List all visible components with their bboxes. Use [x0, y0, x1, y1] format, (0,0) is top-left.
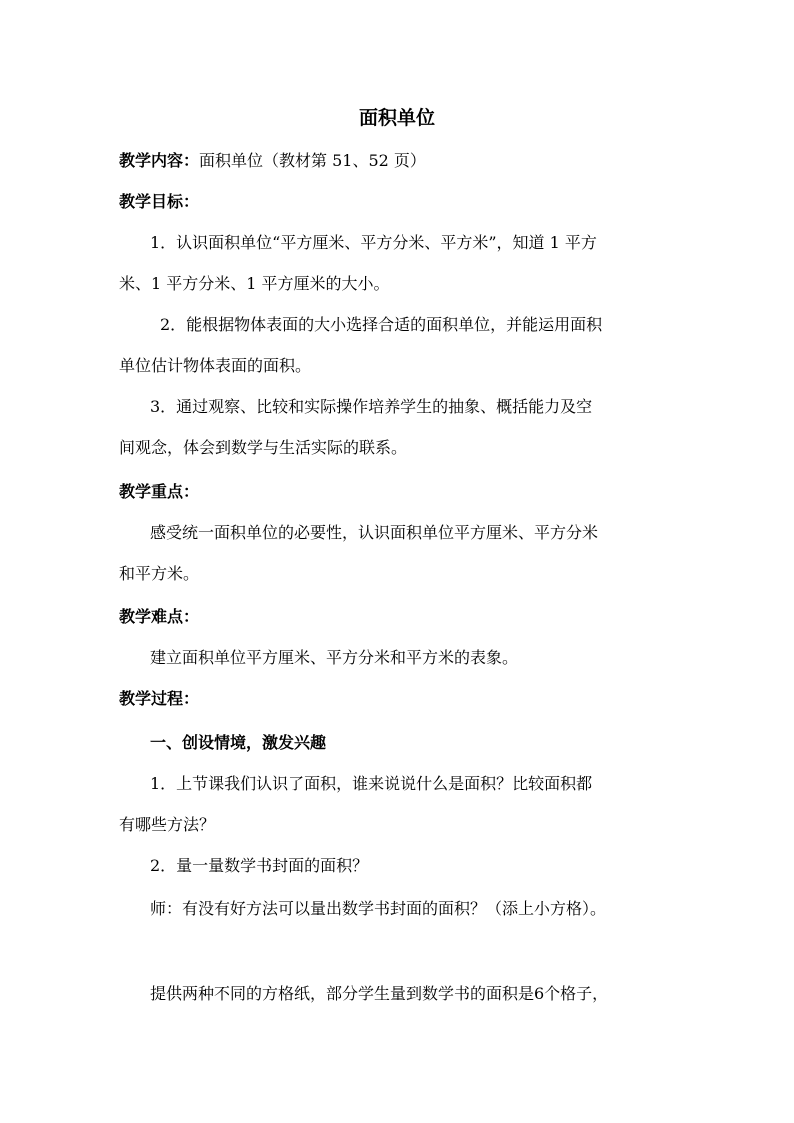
goal-line: 3．通过观察、比较和实际操作培养学生的抽象、概括能力及空	[150, 397, 593, 416]
section-one-heading: 一、创设情境，激发兴趣	[150, 733, 327, 752]
process-heading: 教学过程：	[119, 689, 200, 708]
difficulty-heading: 教学难点：	[119, 607, 200, 626]
teaching-content-text: 面积单位（教材第 51、52 页）	[199, 151, 426, 170]
goal-line: 2．能根据物体表面的大小选择合适的面积单位，并能运用面积	[160, 315, 603, 334]
key-points-line: 感受统一面积单位的必要性，认识面积单位平方厘米、平方分米	[150, 523, 599, 542]
key-points-line: 和平方米。	[119, 564, 200, 583]
teaching-goals-heading: 教学目标：	[119, 192, 200, 211]
process-line: 提供两种不同的方格纸，部分学生量到数学书的面积是6个格子，	[150, 984, 609, 1003]
key-points-heading: 教学重点：	[119, 482, 200, 501]
teaching-content-label: 教学内容：	[119, 151, 200, 170]
process-line: 2．量一量数学书封面的面积？	[150, 856, 369, 875]
process-line: 有哪些方法？	[119, 815, 216, 834]
difficulty-line: 建立面积单位平方厘米、平方分米和平方米的表象。	[150, 648, 519, 667]
goal-line: 单位估计物体表面的面积。	[119, 356, 312, 375]
goal-line: 1．认识面积单位“平方厘米、平方分米、平方米”，知道 1 平方	[150, 233, 597, 252]
process-line: 师：有没有好方法可以量出数学书封面的面积？（添上小方格）。	[150, 899, 607, 918]
process-line: 1．上节课我们认识了面积，谁来说说什么是面积？比较面积都	[150, 774, 593, 793]
teaching-content-line	[119, 149, 679, 173]
goal-line: 间观念，体会到数学与生活实际的联系。	[119, 438, 408, 457]
document-title: 面积单位	[358, 107, 435, 129]
goal-line: 米、1 平方分米、1 平方厘米的大小。	[119, 274, 390, 293]
